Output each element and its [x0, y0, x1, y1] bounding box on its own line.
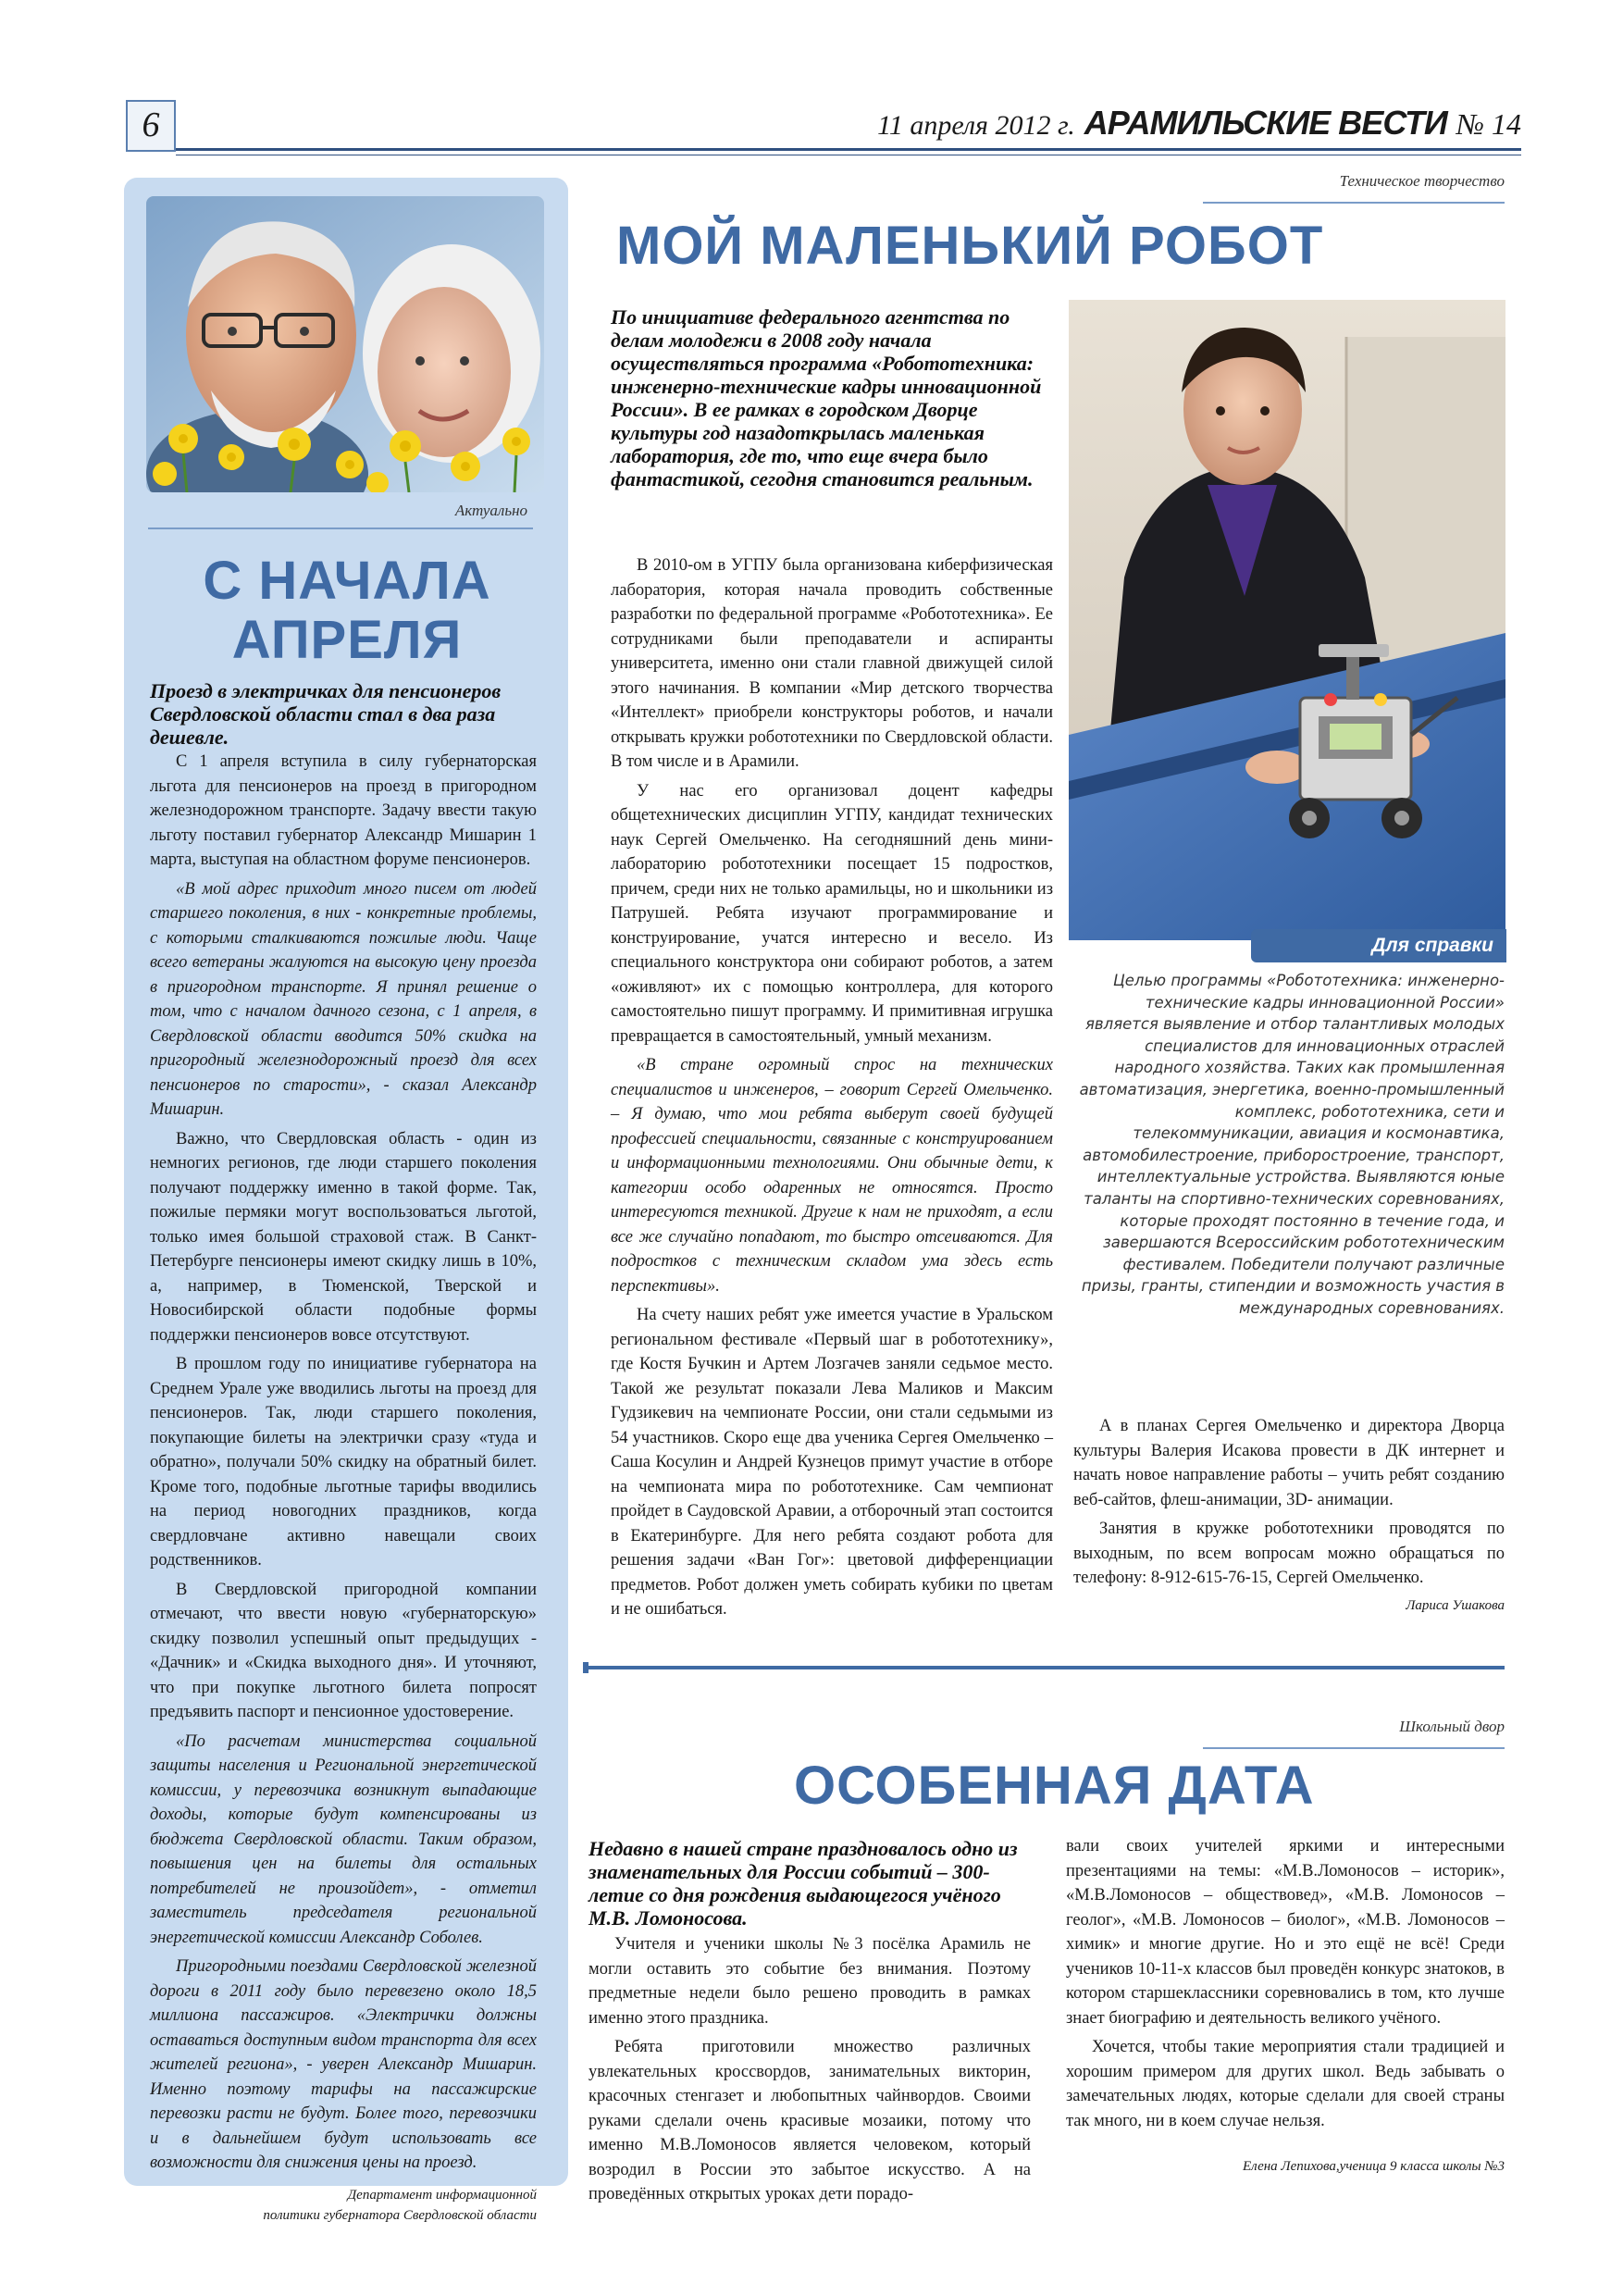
- masthead: [877, 104, 1521, 144]
- robot-photo-illustration: [1069, 300, 1505, 940]
- left-title-line2: АПРЕЛЯ: [231, 610, 463, 670]
- bottom-article-col1: [588, 1932, 1031, 2212]
- header-rule: [176, 148, 1521, 151]
- bottom-rubric-rule: [1203, 1747, 1505, 1749]
- main-rubric-rule: [1203, 202, 1505, 204]
- bottom-article-lead: Недавно в нашей стране праздновалось одно из знаменательных для России событий – 300-летие со дня рождения выдающегося учёного М.В. Ломоносова.: [588, 1837, 1018, 1930]
- left-article-title: [139, 552, 555, 670]
- bottom-article-title: ОСОБЕННАЯ ДАТА: [794, 1756, 1315, 1816]
- left-paragraph: Пригородными поездами Свердловской железной дороги в 2011 году было перевезено около 18,5 миллиона пассажиров. «Электрички должны оставаться доступным видом транспорта для всех жителей региона», - уверен Александр Мишарин. Именно поэтому тарифы на пассажирские перевозки расти не будут. Более того, перевозчики и в дальнейшем будут использовать все возможности для снижения цены на проезд.: [150, 1957, 537, 2172]
- left-paragraph: С 1 апреля вступила в силу губернаторская льгота для пенсионеров на проезд в пригородном железнодорожном транспорте. Задачу ввести такую льготу поставил губернатор Александр Мишарин 1 марта, выступая на областном форуме пенсионеров.: [150, 752, 537, 869]
- issue-date: 11 апреля 2012 г.: [877, 110, 1075, 141]
- main-article-closing: [1073, 1414, 1505, 1616]
- main-paragraph: В 2010-ом в УГПУ была организована киберфизическая лаборатория, которая начала проводить собственные разработки по федеральной программе «Робототехника». Ее сотрудниками были преподаватели и аспиранты университета, именно они стали главной движущей силой этого начинания. В компании «Мир детского творчества «Интеллект» приобрели конструкторы роботов, и начали открывать кружки робототехники по Свердловской области. В том числе и в Арамили.: [611, 556, 1053, 771]
- bottom-paragraph: Ребята приготовили множество различных увлекательных кроссвордов, занимательных викторин, красочных стенгазет и любопытных чайнвордов. Своими руками сделали очень красивые мозаики, потому что именно М.В.Ломоносов является человеком, который возродил в России это забытое искусство. А на проведённых открытых уроках дети порадо-: [588, 2038, 1031, 2203]
- section-divider: [588, 1666, 1505, 1669]
- rubric-rule: [148, 527, 533, 529]
- left-signature-line2: политики губернатора Свердловской области: [263, 2207, 537, 2223]
- main-paragraph: У нас его организовал доцент кафедры общетехнических дисциплин УГПУ, кандидат технических наук Сергей Омельченко. На сегодняшний день мини-лабораторию робототехники посещает 15 подростков, причем, среди них не только арамильцы, но и школьники из Патрушей. Ребята изучают программирование и конструирование, учатся интересно и весело. Из специального конструктора они собирают роботов, а затем «оживляют» их с помощью контроллера, для которого самостоятельно пишут программу. И примитивная игрушка превращается в самостоятельный, умный механизм.: [611, 781, 1053, 1046]
- left-title-line1: С НАЧАЛА: [203, 551, 491, 611]
- main-paragraph: На счету наших ребят уже имеется участие в Уральском региональном фестивале «Первый шаг в робототехнику», где Костя Бучкин и Артем Лозгачев заняли седьмое место. Такой же результат показали Лева Маликов и Максим Гудзикевич на чемпионате России, они стали седьмыми из 54 участников. Скоро еще два ученика Сергея Омельченко – Саша Косулин и Андрей Кузнецов примут участие в отборе на чемпионата мира по робототехнике. Сам чемпионат пройдет в Саудовской Аравии, а отборочный этап состоится в Екатеринбурге. Для него ребята создают робота для решения задачи «Ван Гог»: цветовой дифференциации предметов. Робот должен уметь собирать кубики по цветам и не ошибаться.: [611, 1306, 1053, 1619]
- left-signature-line1: Департамент информационной: [347, 2187, 537, 2203]
- left-paragraph: В прошлом году по инициативе губернатора на Среднем Урале уже вводились льготы на проезд для пенсионеров. Так, люди старшего поколения, покупающие билеты на электрички сразу «туда и обратно», получали 50% скидку на обратный билет. Кроме того, подобные льготные тарифы вводились на период новогодних праздников, когда свердловчане активно навещали своих родственников.: [150, 1355, 537, 1570]
- main-paragraph: «В стране огромный спрос на технических специалистов и инженеров, – говорит Сергей Омельченко. – Я думаю, что мои ребята выберут своей будущей профессией специальности, связанные с конструированием и информационными технологиями. Они обычные дети, к категории особо одаренных не относятся. Просто интересуются техникой. Другие к нам не приходят, а если все же случайно попадают, то быстро отсеиваются. Для подростков с техническим складом ума здесь есть перспективы».: [611, 1056, 1053, 1296]
- newspaper-name: АРАМИЛЬСКИЕ ВЕСТИ: [1084, 104, 1447, 142]
- robot-photo: [1069, 300, 1505, 940]
- reference-text: Целью программы «Робототехника: инженерно-технические кадры инновационной России» является выявление и отбор талантливых молодых специалистов для инновационных отраслей народного хозяйства. Таких как промышленная автоматизация, энергетика, военно-промышленный комплекс, робототехника, сети и телекоммуникации, авиация и космонавтика, автомобилестроение, приборостроение, транспорт, интеллектуальные устройства. Выявляются юные таланты на спортивно-технических соревнованиях, которые проходят постоянно в течение года, и завершаются Всероссийским робототехническим фестивалем. Победители получают различные призы, гранты, стипендии и возможность участия в международных соревнованиях.: [1079, 972, 1505, 1317]
- left-paragraph: «По расчетам министерства социальной защиты населения и Региональной энергетической комиссии, у перевозчика возникнут выпадающие доходы, которые будут компенсированы из бюджета Свердловской области. Таким образом, повышения цен на билеты для остальных потребителей не произойдет», - отметил заместитель председателя региональной энергетической комиссии Александр Соболев.: [150, 1731, 537, 1947]
- closing-paragraph: Занятия в кружке робототехники проводятся по выходным, по всем вопросам можно обращаться по телефону: 8-912-615-76-15, Сергей Омельченко.: [1073, 1520, 1505, 1587]
- main-article-body: [611, 553, 1053, 1627]
- bottom-paragraph: Хочется, чтобы такие мероприятия стали традицией и хорошим примером для других школ. Ведь забывать о замечательных людях, которые сделали для своей страны так много, ни в коем случае нельзя.: [1066, 2038, 1505, 2130]
- left-paragraph: «В мой адрес приходит много писем от людей старшего поколения, в них - конкретные проблемы, с которыми сталкиваются пожилые люди. Чаще всего ветераны жалуются на высокую цену проезда в пригородном транспорте. Я принял решение о том, что с началом дачного сезона, с 1 апреля, в Свердловской области вводится 50% скидка на пригородный железнодорожный проезд для всех пенсионеров по старости», - сказал Александр Мишарин.: [150, 879, 537, 1119]
- main-rubric-label: Техническое творчество: [1339, 172, 1505, 190]
- issue-number: № 14: [1456, 107, 1521, 141]
- main-article-lead: По инициативе федерального агентства по делам молодежи в 2008 году начала осуществляться программа «Робототехника: инженерно-технические кадры инновационной России». В ее рамках в городском Дворце культуры год назадоткрылась маленькая лаборатория, где то, что еще вчера было фантастикой, сегодня становится реальным.: [611, 305, 1042, 490]
- left-article-lead: Проезд в электричках для пенсионеров Свердловской области стал в два раза дешевле.: [150, 679, 502, 749]
- page-number: 6: [126, 100, 176, 152]
- closing-paragraph: А в планах Сергея Омельченко и директора Дворца культуры Валерия Исакова провести в ДК интернет и начать новое направление работы – учить ребят созданию веб-сайтов, флеш-анимации, 3D- анимации.: [1073, 1417, 1505, 1509]
- main-article-title: МОЙ МАЛЕНЬКИЙ РОБОТ: [616, 216, 1324, 276]
- rubric-label: Актуально: [454, 502, 527, 519]
- seniors-photo-illustration: [146, 196, 544, 492]
- bottom-rubric-label: Школьный двор: [1399, 1718, 1505, 1735]
- bottom-paragraph: вали своих учителей яркими и интересными презентациями на темы: «М.В.Ломоносов – историк», «М.В.Ломоносов – обществовед», «М.В. Ломоносов – геолог», «М.В. Ломоносов – биолог», «М.В. Ломоносов – химик» и многие другие. Но и это ещё не всё! Среди учеников 10-11-х классов был проведён конкурс знатоков, в котором старшеклассники соревновались в том, кто лучше знает биографию и деятельность великого учёного.: [1066, 1837, 1505, 2028]
- left-article-body: [150, 750, 537, 2226]
- left-paragraph: Важно, что Свердловская область - один из немногих регионов, где люди старшего поколения получают поддержку именно в такой форме. Так, пожилые пермяки могут воспользоваться льготой, только имея большой страховой стаж. В Санкт-Петербурге пенсионеры имеют скидку лишь в 10%, а, например, в Тюменской, Тверской и Новосибирской области подобные формы поддержки пенсионеров вовсе отсутствуют.: [150, 1129, 537, 1345]
- bottom-paragraph: Учителя и ученики школы №3 посёлка Арамиль не могли оставить это событие без внимания. Поэтому предметные недели было решено проводить в рамках именно этого праздника.: [588, 1935, 1031, 2028]
- seniors-photo: [146, 196, 544, 492]
- left-signature: [150, 2185, 537, 2226]
- reference-label: Для справки: [1251, 929, 1506, 962]
- bottom-article-col2: [1066, 1834, 1505, 2138]
- bottom-article-author: Елена Лепихова,ученица 9 класса школы №3: [1243, 2159, 1505, 2174]
- main-article-author: Лариса Ушакова: [1406, 1597, 1505, 1613]
- left-paragraph: В Свердловской пригородной компании отмечают, что ввести новую «губернаторскую» скидку позволил успешный опыт предыдущих - «Дачник» и «Скидка выходного дня». И уточняют, что при покупке льготного билета попросят предъявить паспорт и пенсионное удостоверение.: [150, 1580, 537, 1721]
